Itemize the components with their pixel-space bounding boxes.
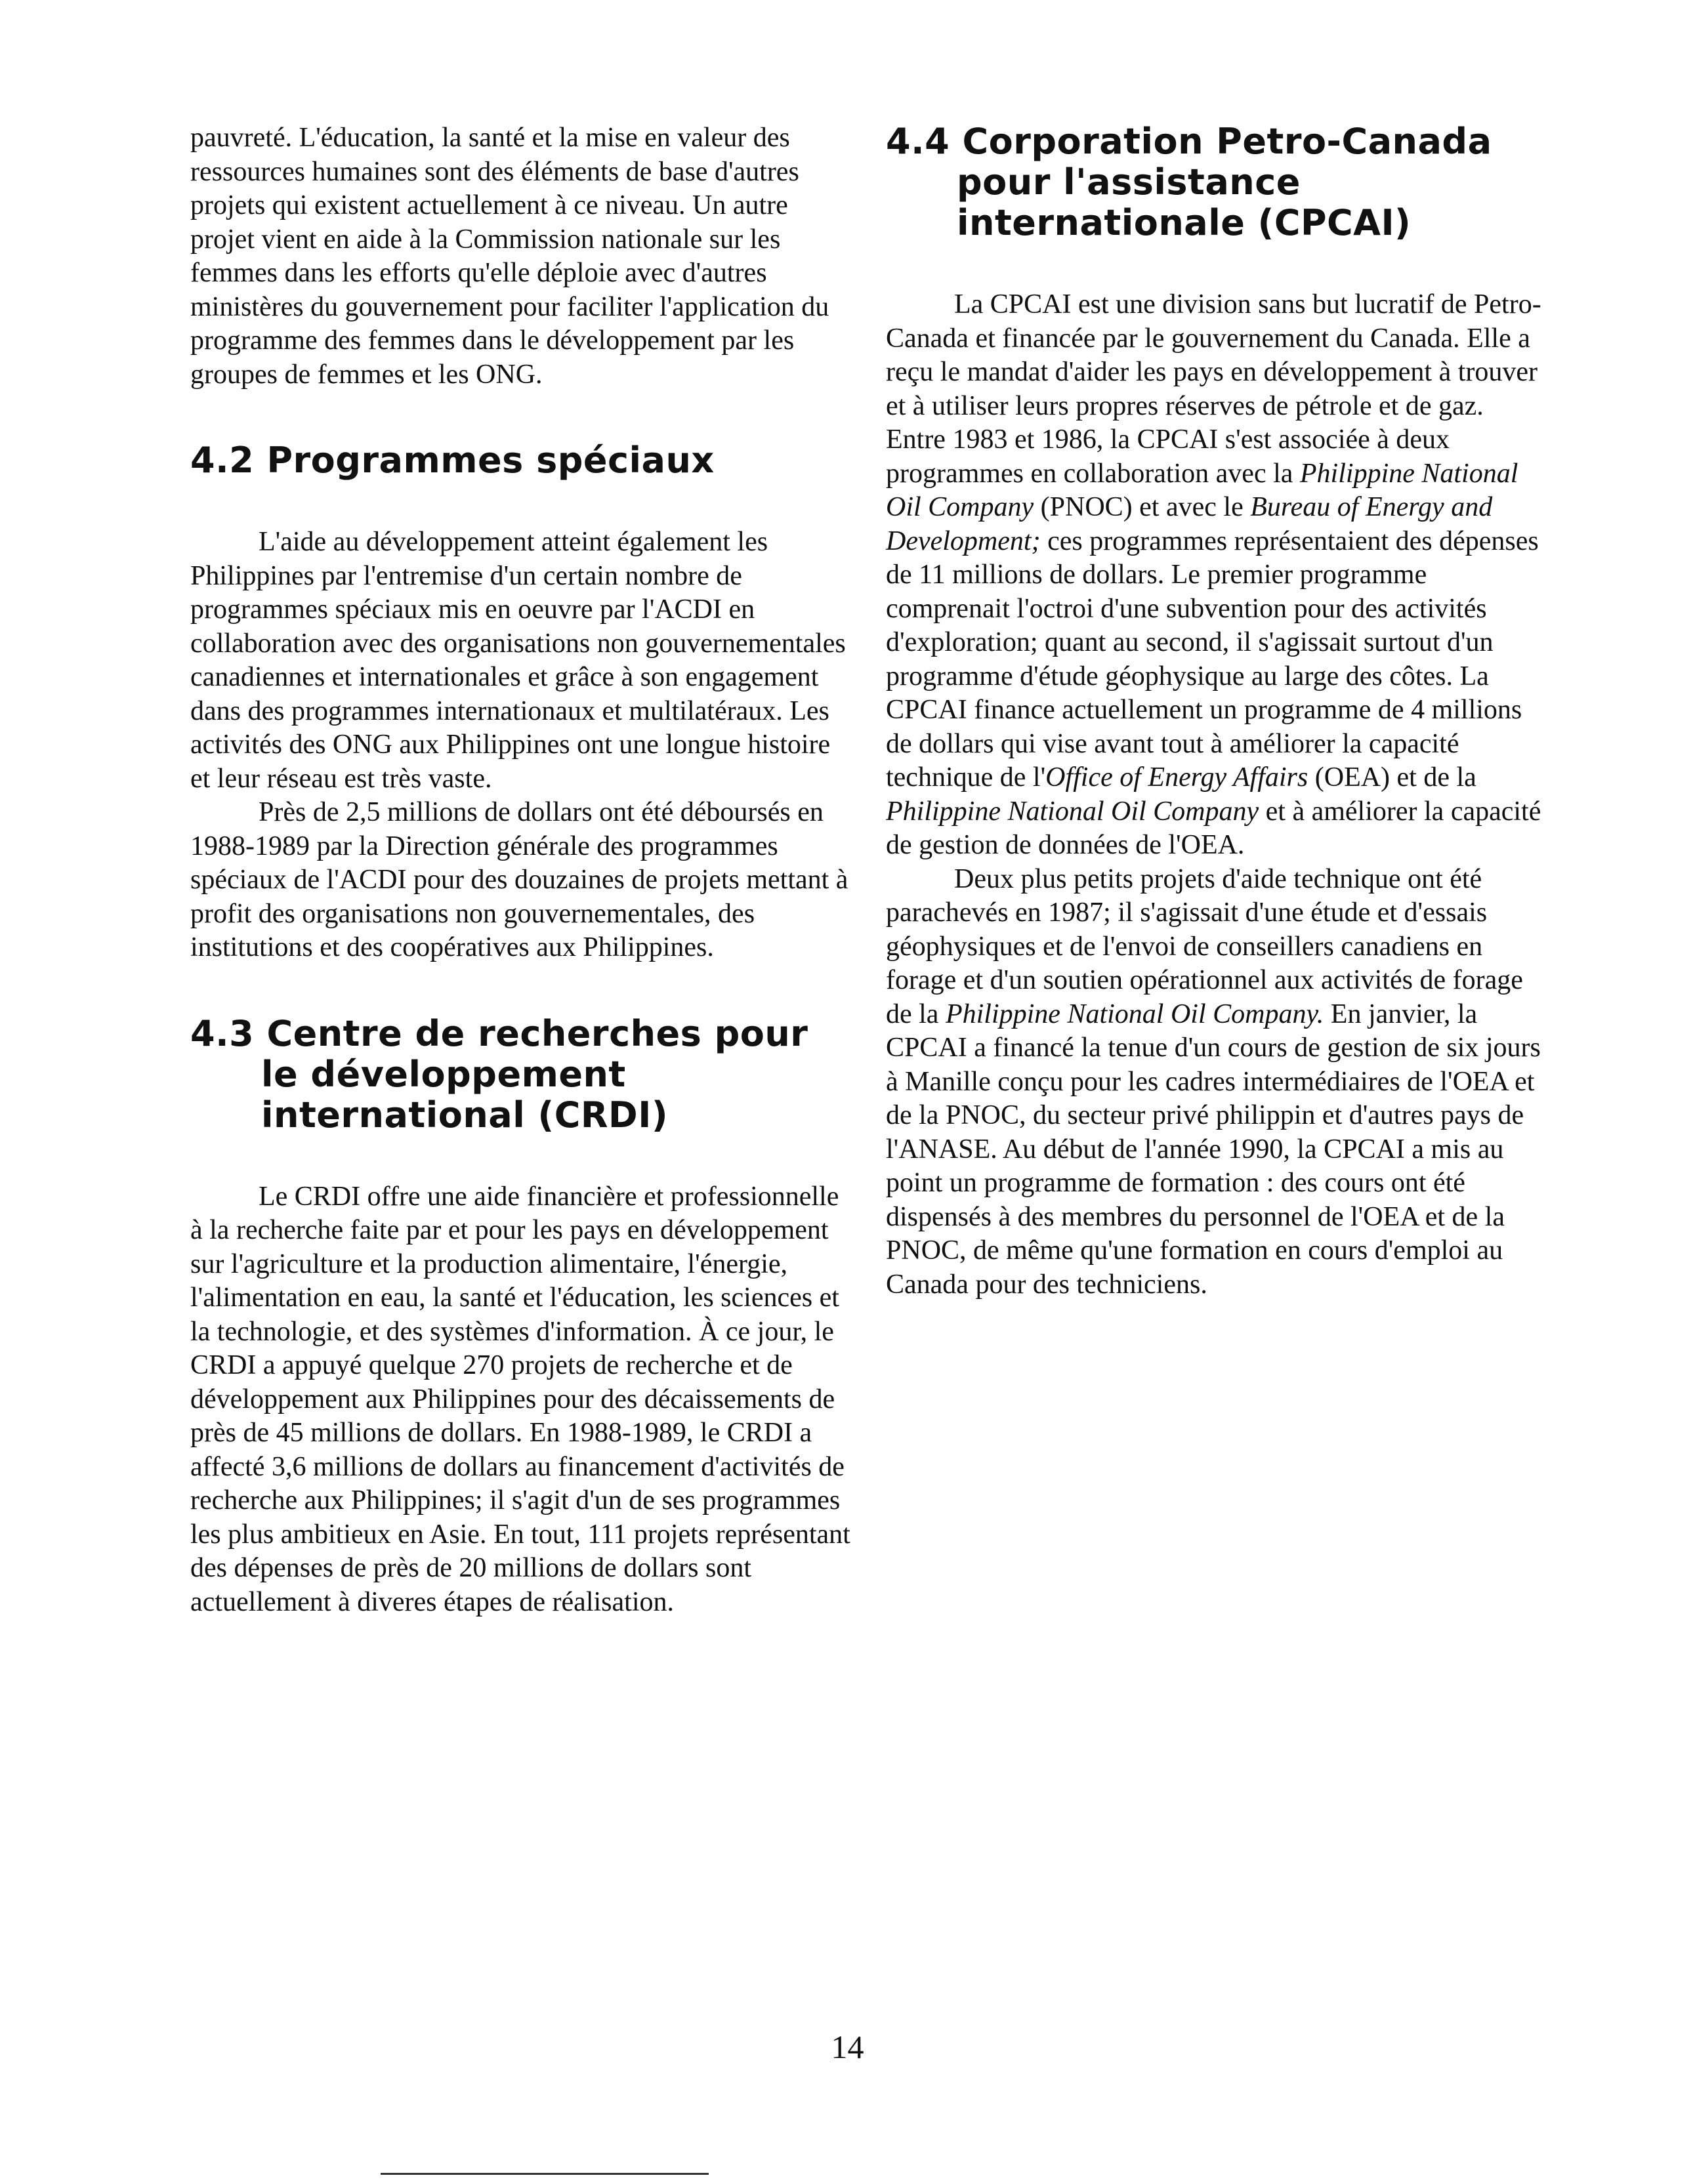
text-run: (OEA) et de la bbox=[1308, 762, 1476, 793]
intro-paragraph: pauvreté. L'éducation, la santé et la mise en valeur des ressources humaines sont des éléments de base d'autres projets qui existent actuellement à ce niveau. Un autre projet vient en aide à la Commission nationale sur les femmes dans les efforts qu'elle déploie avec d'autres ministères du gouvernement pour faciliter l'application du programme des femmes dans le développement par les groupes de femmes et les ONG. bbox=[190, 123, 829, 390]
italic-term-pnoc: Philippine National Oil Company bbox=[886, 458, 1518, 522]
page-number: 14 bbox=[831, 2029, 864, 2065]
italic-term-bureau: Bureau of Energy and Development; bbox=[886, 492, 1493, 556]
section-4-2-paragraph-2: Près de 2,5 millions de dollars ont été déboursés en 1988-1989 par la Direction générale des programmes spéciaux de l'ACDI pour des douzaines de projets mettant à profit des organisations non gouvernementales, des institutions et des coopératives aux Philippines. bbox=[190, 797, 848, 962]
section-heading-4-2: 4.2 Programmes spéciaux bbox=[190, 440, 715, 481]
italic-term-oea: Office of Energy Affairs bbox=[1045, 762, 1308, 793]
section-4-4-paragraph-2 bbox=[886, 863, 1549, 1302]
text-run: (PNOC) et avec le bbox=[1034, 492, 1251, 522]
scan-edge-line bbox=[381, 2173, 709, 2175]
italic-term-pnoc: Philippine National Oil Company. bbox=[945, 999, 1324, 1029]
text-run: ces programmes représentaient des dépenses de 11 millions de dollars. Le premier programme comprenait l'octroi d'une subvention pour des activités d'exploration; quant au second, il s'agissait surtout d'un programme d'étude géophysique au large des côtes. La CPCAI finance actuellement un programme de 4 millions de dollars qui vise avant tout à améliorer la capacité technique de l' bbox=[886, 525, 1539, 793]
section-4-4-paragraph-1 bbox=[886, 288, 1549, 863]
text-run: En janvier, la CPCAI a financé la tenue d'un cours de gestion de six jours à Manille conçu pour les cadres intermédiaires de l'OEA et de la PNOC, du secteur privé philippin et d'autres pays de l'ANASE. Au début de l'année 1990, la CPCAI a mis au point un programme de formation : des cours ont été dispensés à des membres du personnel de l'OEA et de la PNOC, de même qu'une formation en cours d'emploi au Canada pour des techniciens. bbox=[886, 999, 1541, 1300]
left-column bbox=[190, 121, 853, 1619]
text-run: La CPCAI est une division sans but lucratif de Petro-Canada et financée par le gouvernement du Canada. Elle a reçu le mandat d'aider les pays en développement à trouver et à utiliser leurs propres réserves de pétrole et de gaz. Entre 1983 et 1986, la CPCAI s'est associée à deux programmes en collaboration avec la bbox=[886, 289, 1541, 489]
section-4-3-paragraph-1: Le CRDI offre une aide financière et professionnelle à la recherche faite par et pour les pays en développement sur l'agriculture et la production alimentaire, l'énergie, l'alimentation en eau, la santé et l'éducation, les sciences et la technologie, et des systèmes d'information. À ce jour, le CRDI a appuyé quelque 270 projets de recherche et de développement aux Philippines pour des décaissements de près de 45 millions de dollars. En 1988-1989, le CRDI a affecté 3,6 millions de dollars au financement d'activités de recherche aux Philippines; il s'agit d'un de ses programmes les plus ambitieux en Asie. En tout, 111 projets représentant des dépenses de près de 20 millions de dollars sont actuellement à diveres étapes de réalisation. bbox=[190, 1181, 850, 1617]
section-heading-4-4: 4.4 Corporation Petro-Canada pour l'assistance internationale (CPCAI) bbox=[886, 121, 1492, 243]
italic-term-pnoc: Philippine National Oil Company bbox=[886, 796, 1259, 827]
right-column bbox=[886, 121, 1549, 1302]
section-4-2-paragraph-1: L'aide au développement atteint également les Philippines par l'entremise d'un certain nombre de programmes spéciaux mis en oeuvre par l'ACDI en collaboration avec des organisations non gouvernementales canadiennes et internationales et grâce à son engagement dans des programmes internationaux et multilatéraux. Les activités des ONG aux Philippines ont une longue histoire et leur réseau est très vaste. bbox=[190, 527, 846, 794]
section-heading-4-3: 4.3 Centre de recherches pour le développement international (CRDI) bbox=[190, 1012, 808, 1136]
text-run: Deux plus petits projets d'aide technique ont été parachevés en 1987; il s'agissait d'une étude et d'essais géophysiques et de l'envoi de conseillers canadiens en forage et d'un soutien opérationnel aux activités de forage de la bbox=[886, 863, 1523, 1029]
text-run: et à améliorer la capacité de gestion de données de l'OEA. bbox=[886, 796, 1541, 860]
